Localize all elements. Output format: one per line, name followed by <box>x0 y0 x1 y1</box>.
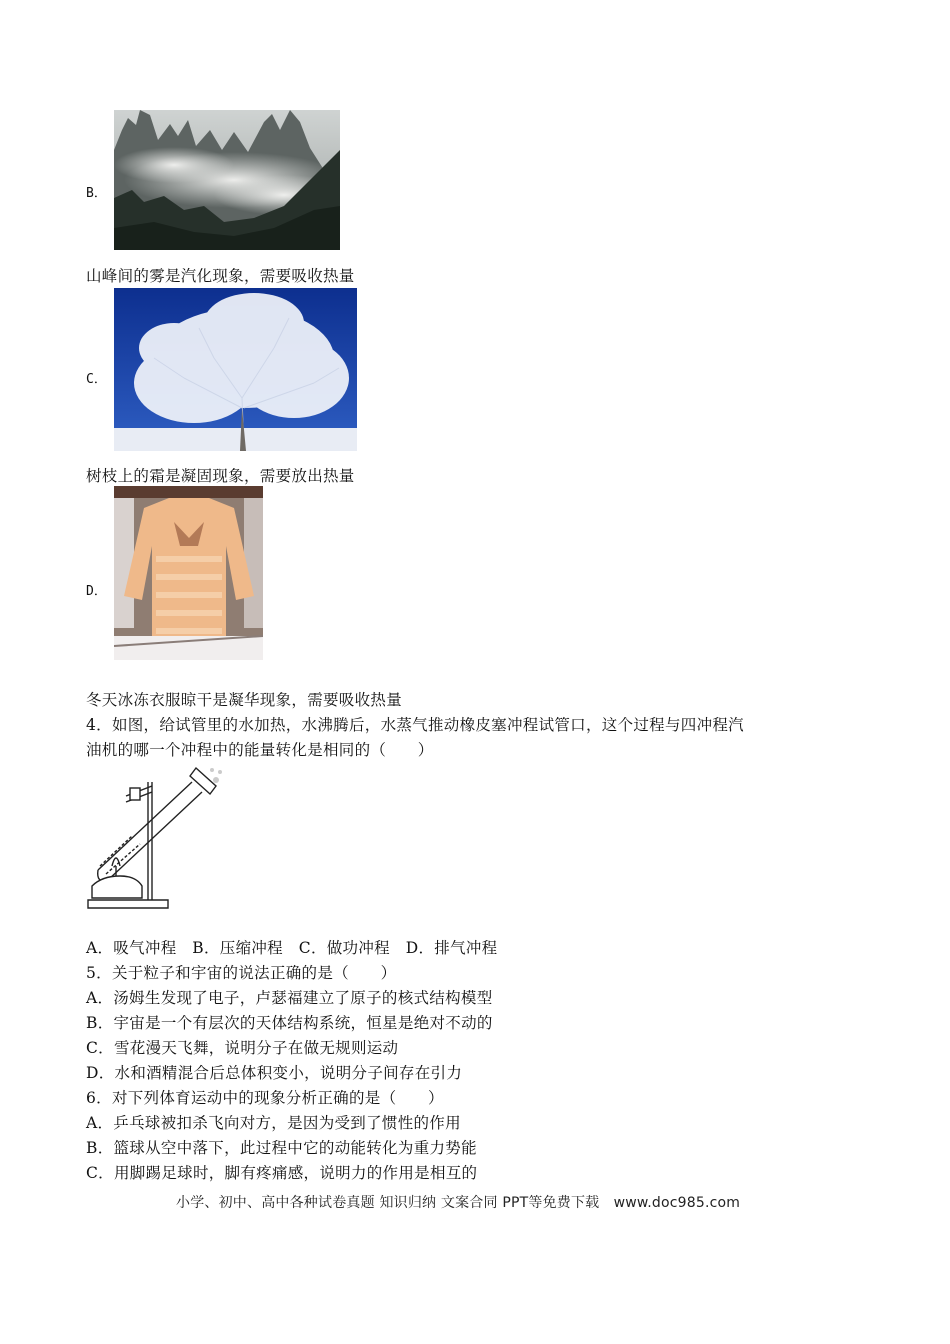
q5-stem: 5．关于粒子和宇宙的说法正确的是（ ） <box>86 964 397 982</box>
q4-stem-line1: 4．如图，给试管里的水加热，水沸腾后，水蒸气推动橡皮塞冲程试管口，这个过程与四冲程汽 <box>86 716 744 734</box>
frost-tree-image <box>114 288 357 451</box>
test-tube-figure <box>86 762 226 912</box>
option-c-label: C． <box>86 372 107 387</box>
q5-option-a: A．汤姆生发现了电子，卢瑟福建立了原子的核式结构模型 <box>86 989 493 1007</box>
q4-stem-line2: 油机的哪一个冲程中的能量转化是相同的（ ） <box>86 741 434 759</box>
q6-option-b: B．篮球从空中落下，此过程中它的动能转化为重力势能 <box>86 1139 477 1157</box>
option-d-caption: 冬天冰冻衣服晾干是凝华现象，需要吸收热量 <box>86 691 403 709</box>
option-d-label: D． <box>86 584 107 599</box>
page-footer: 小学、初中、高中各种试卷真题 知识归纳 文案合同 PPT等免费下载 www.doc985.com <box>176 1195 741 1211</box>
q6-option-c: C．用脚踢足球时，脚有疼痛感，说明力的作用是相互的 <box>86 1164 478 1182</box>
option-b-caption: 山峰间的雾是汽化现象，需要吸收热量 <box>86 267 355 285</box>
option-b-label: B． <box>86 186 107 201</box>
q4-options: A．吸气冲程 B．压缩冲程 C．做功冲程 D．排气冲程 <box>86 939 498 957</box>
q5-option-d: D．水和酒精混合后总体积变小，说明分子间存在引力 <box>86 1064 463 1082</box>
misty-mountain-image <box>114 110 340 250</box>
option-c-caption: 树枝上的霜是凝固现象，需要放出热量 <box>86 467 355 485</box>
q6-stem: 6．对下列体育运动中的现象分析正确的是（ ） <box>86 1089 444 1107</box>
frozen-sweater-image <box>114 486 263 660</box>
q5-option-b: B．宇宙是一个有层次的天体结构系统，恒星是绝对不动的 <box>86 1014 493 1032</box>
q5-option-c: C．雪花漫天飞舞，说明分子在做无规则运动 <box>86 1039 399 1057</box>
q6-option-a: A．乒乓球被扣杀飞向对方，是因为受到了惯性的作用 <box>86 1114 461 1132</box>
